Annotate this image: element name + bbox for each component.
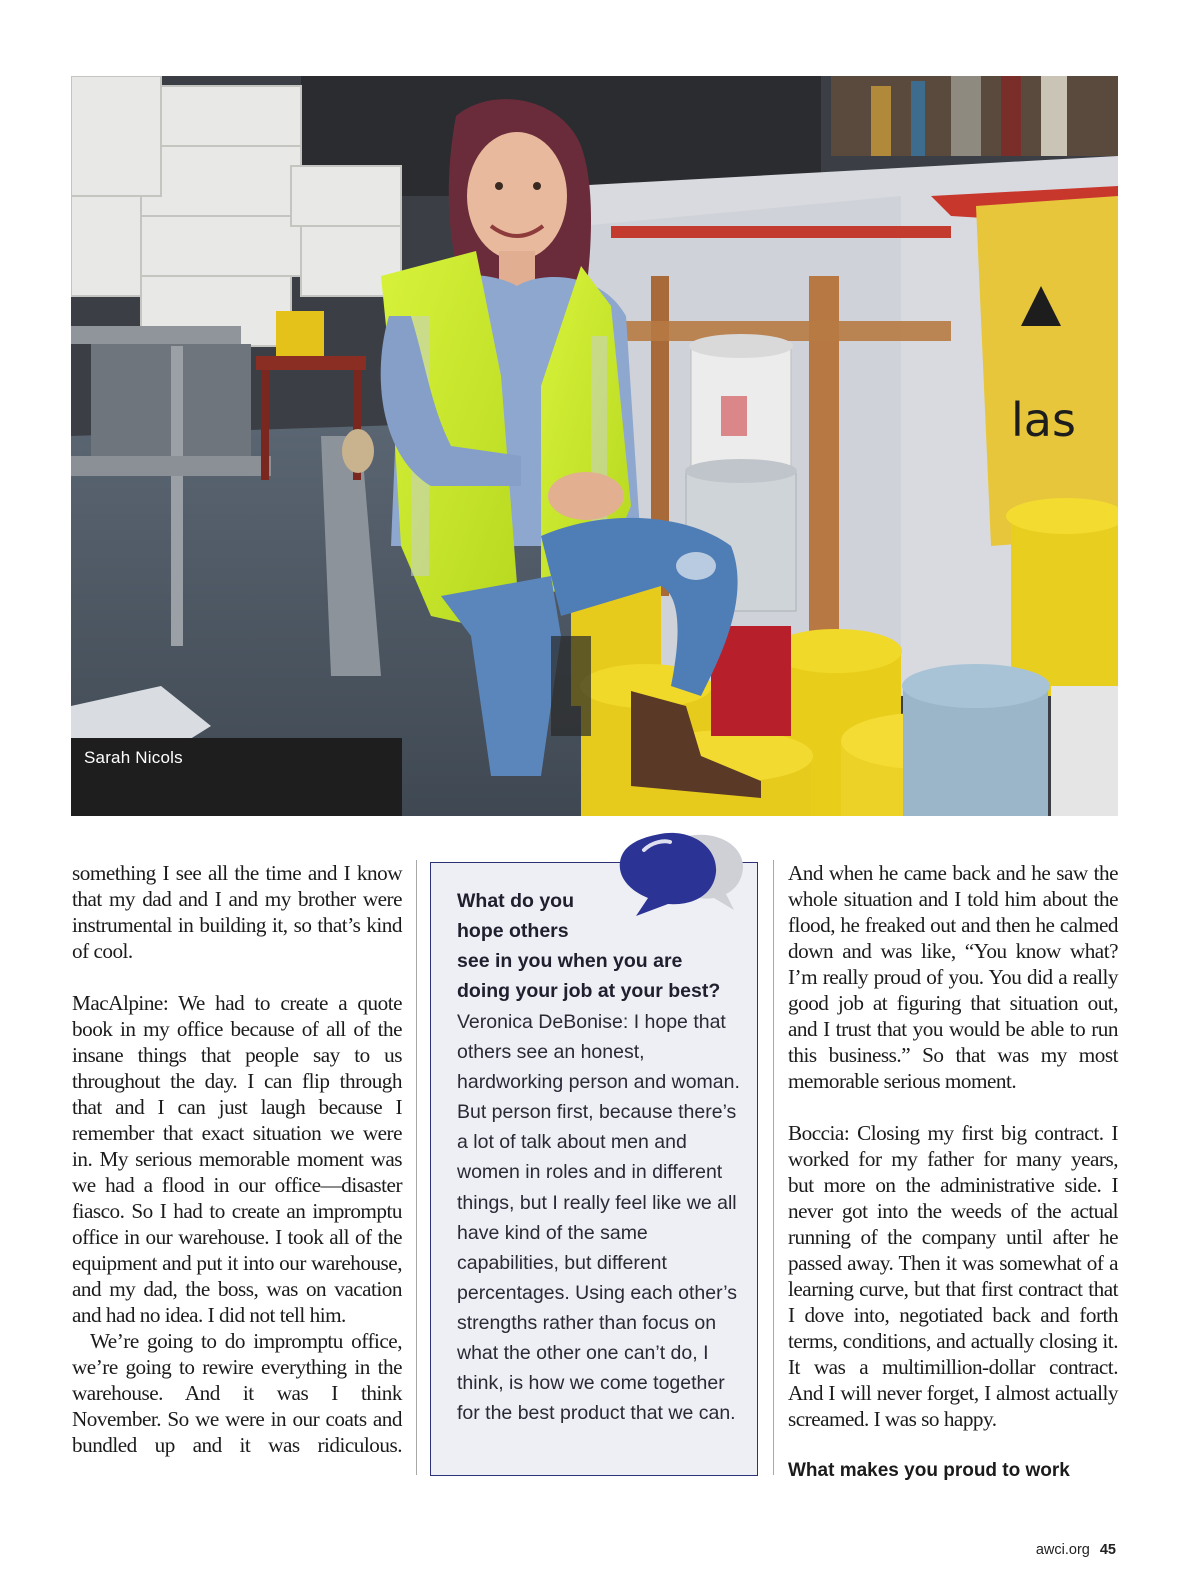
footer-site: awci.org bbox=[1035, 1542, 1090, 1558]
paragraph: Boccia: Closing my first big contract. I worked for my father for many years, but more on the administrative side. I never got into the weeds of the actual running of the company until after he passed away. Then it was somewhat of a learning curve, but that first contract that I dove into, negotiated back and forth terms, conditions, and actually closing it. It was a multimillion-dollar contract. And I will never forget, I almost actually screamed. I was so happy. bbox=[788, 1121, 1118, 1431]
sign-lettering: las bbox=[1011, 393, 1076, 447]
next-question-heading: What makes you proud to work bbox=[788, 1460, 1070, 1481]
paragraph: MacAlpine: We had to create a quote book in my office because of all of the insane things that people say to us throughout the day. I can flip through that and I can just laugh because I remember that exact situation we were in. My serious memorable moment was we had a flood in our office—disaster fiasco. So I had to create an impromptu office in our warehouse. I took all of the equipment and put it into our warehouse, and my dad, the boss, was on vacation and had no idea. I did not tell him. bbox=[72, 991, 402, 1327]
paragraph: something I see all the time and I know that my dad and I and my brother were instrumental in building it, so that’s kind of cool. bbox=[72, 861, 402, 963]
article-column-right bbox=[788, 860, 1118, 1484]
question-line: see in you when you are bbox=[457, 950, 683, 972]
column-divider bbox=[773, 860, 774, 1475]
question-line: What do you bbox=[457, 890, 574, 912]
question-line: doing your job at your best? bbox=[457, 980, 721, 1002]
photo-caption-box bbox=[71, 738, 402, 816]
sidebar-question bbox=[457, 886, 747, 1006]
column-divider bbox=[416, 860, 417, 1475]
feature-photo bbox=[71, 76, 1118, 816]
article-column-left bbox=[72, 860, 402, 1458]
question-line: hope others bbox=[457, 920, 569, 942]
paragraph: We’re going to do impromptu office, we’re going to rewire everything in the warehouse. And it was I think November. So we were in our coats and bundled up and it was ridiculous. bbox=[72, 1329, 402, 1457]
photo-caption: Sarah Nicols bbox=[84, 748, 183, 767]
page-footer bbox=[1036, 1542, 1116, 1558]
page-number: 45 bbox=[1099, 1542, 1116, 1558]
sidebar-answer: Veronica DeBonise: I hope that others see an honest, hardworking person and woman. But person first, because there’s a lot of talk about men and women in roles and in different things, but I really feel like we all have kind of the same capabilities, but different percentages. Using each other’s strengths rather than focus on what the other one can’t do, I think, is how we come together for the best product that we can. bbox=[457, 1011, 740, 1425]
paragraph: And when he came back and he saw the whole situation and I told him about the flood, he freaked out and then he calmed down and was like, “You know what? I’m really proud of you. You did a really good job at figuring that situation out, and I trust that you would be able to run this business.” So that was my most memorable serious moment. bbox=[788, 861, 1118, 1093]
warehouse-illustration bbox=[71, 76, 1118, 816]
